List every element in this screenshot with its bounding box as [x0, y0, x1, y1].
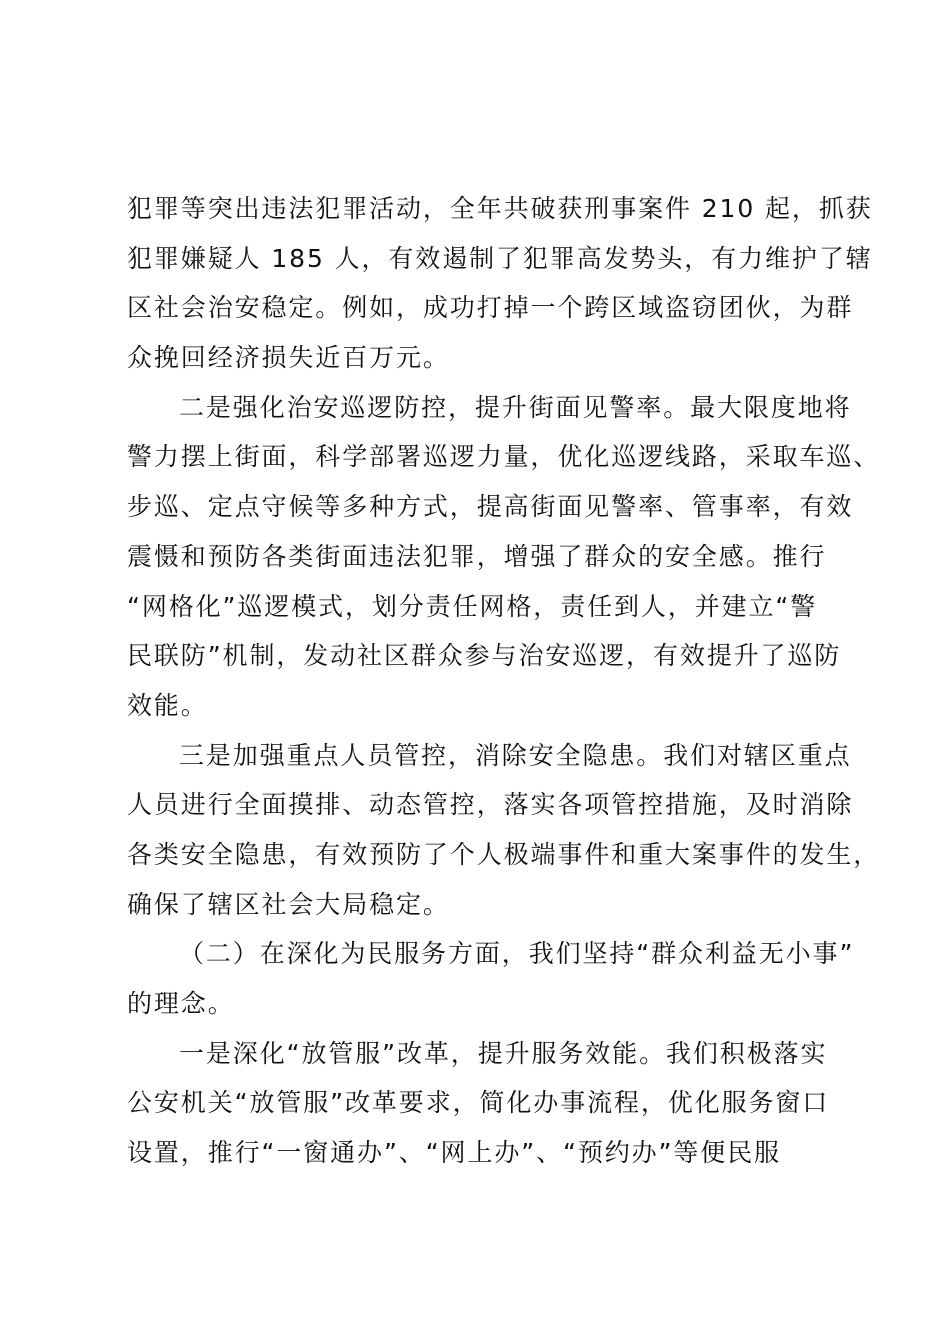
text-line: 设置，推行“一窗通办”、“网上办”、“预约办”等便民服 — [127, 1138, 782, 1168]
paragraph-first-line: 三是加强重点人员管控，消除安全隐患。我们对辖区重点 — [179, 740, 852, 770]
text-line: 众挽回经济损失近百万元。 — [127, 343, 450, 373]
text-line: 民联防”机制，发动社区群众参与治安巡逻，有效提升了巡防 — [127, 641, 842, 671]
document-body — [127, 184, 881, 1178]
text-line: 人员进行全面摸排、动态管控，落实各项管控措施，及时消除 — [127, 790, 854, 820]
text-line: 步巡、定点守候等多种方式，提高街面见警率、管事率，有效 — [127, 492, 854, 522]
text-line: 效能。 — [127, 690, 208, 720]
text-line: 确保了辖区社会大局稳定。 — [127, 889, 450, 919]
text-line: “网格化”巡逻模式，划分责任网格，责任到人，并建立“警 — [127, 591, 818, 621]
text-line: 的理念。 — [127, 989, 235, 1018]
text-line: 公安机关“放管服”改革要求，简化办事流程，优化服务窗口 — [127, 1088, 830, 1118]
text-line: 震慑和预防各类街面违法犯罪，增强了群众的安全感。推行 — [127, 541, 827, 571]
paragraph-first-line: 一是深化“放管服”改革，提升服务效能。我们积极落实 — [179, 1038, 828, 1068]
paragraph-first-line: 二是强化治安巡逻防控，提升街面见警率。最大限度地将 — [179, 392, 852, 422]
text-line: 警力摆上街面，科学部署巡逻力量，优化巡逻线路，采取车巡、 — [127, 442, 881, 472]
text-line: 犯罪嫌疑人 185 人，有效遏制了犯罪高发势头，有力维护了辖 — [127, 243, 873, 273]
section-heading-line: （二）在深化为民服务方面，我们坚持“群众利益无小事” — [179, 939, 855, 969]
text-line: 区社会治安稳定。例如，成功打掉一个跨区域盗窃团伙，为群 — [127, 293, 854, 323]
text-line: 犯罪等突出违法犯罪活动，全年共破获刑事案件 210 起，抓获 — [127, 194, 873, 223]
text-line: 各类安全隐患，有效预防了个人极端事件和重大案事件的发生， — [127, 839, 881, 869]
